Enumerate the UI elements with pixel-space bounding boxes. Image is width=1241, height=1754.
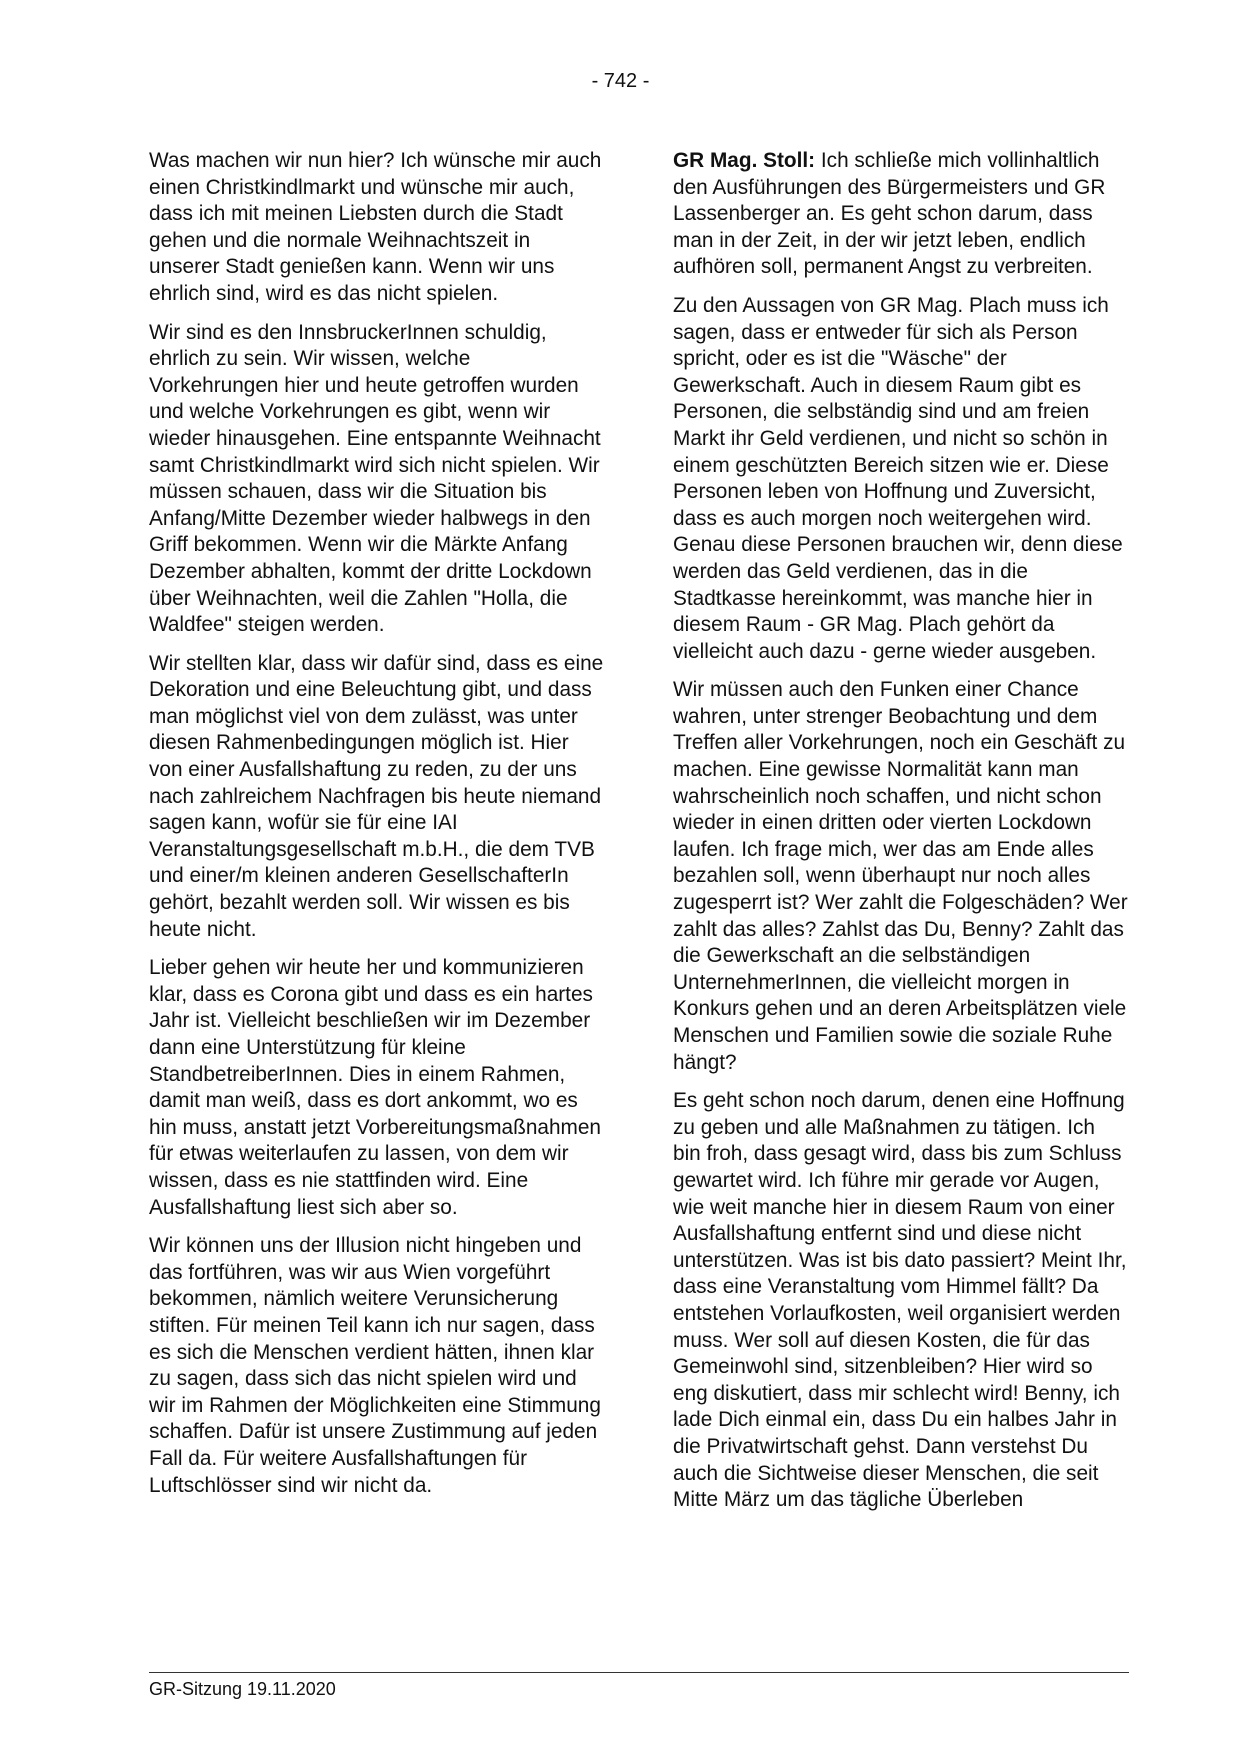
- right-paragraph-4: Es geht schon noch darum, denen eine Hoffnung zu geben und alle Maßnahmen zu tätigen. Ich bin froh, dass gesagt wird, dass bis zum Schluss gewartet wird. Ich führe mir gerade vor Augen, wie weit manche hier in diesem Raum von einer Ausfallshaftung entfernt sind und diese nicht unterstützen. Was ist bis dato passiert? Meint Ihr, dass eine Veranstaltung vom Himmel fällt? Da entstehen Vorlaufkosten, weil organisiert werden muss. Wer soll auf diesen Kosten, die für das Gemeinwohl sind, sitzenbleiben? Hier wird so eng diskutiert, dass mir schlecht wird! Benny, ich lade Dich einmal ein, dass Du ein halbes Jahr in die Privatwirtschaft gehst. Dann verstehst Du auch die Sichtweise dieser Menschen, die seit Mitte März um das tägliche Überleben: [673, 1089, 1127, 1512]
- speaker-statement: Ich schließe mich vollinhaltlich den Ausführungen des Bürgermeisters und GR Lassenberger an. Es geht schon darum, dass man in der Zeit, in der wir jetzt leben, endlich aufhören soll, permanent Angst zu verbreiten.: [673, 149, 1106, 279]
- left-column: [149, 148, 604, 1511]
- footer-session-date: GR-Sitzung 19.11.2020: [149, 1679, 336, 1699]
- footer-divider: [149, 1672, 1129, 1673]
- right-paragraph-3: Wir müssen auch den Funken einer Chance wahren, unter strenger Beobachtung und dem Treffen aller Vorkehrungen, noch ein Geschäft zu machen. Eine gewisse Normalität kann man wahrscheinlich noch schaffen, und nicht schon wieder in einen dritten oder vierten Lockdown laufen. Ich frage mich, wer das am Ende alles bezahlen soll, wenn überhaupt nur noch alles zugesperrt ist? Wer zahlt die Folgeschäden? Wer zahlt das alles? Zahlst das Du, Benny? Zahlt das die Gewerkschaft an die selbständigen UnternehmerInnen, die vielleicht morgen in Konkurs gehen und an deren Arbeitsplätzen viele Menschen und Familien sowie die soziale Ruhe hängt?: [673, 678, 1128, 1074]
- right-paragraph-1: [673, 148, 1128, 281]
- left-paragraph-3: Wir stellten klar, dass wir dafür sind, dass es eine Dekoration und eine Beleuchtung gibt, und dass man möglichst viel von dem zulässt, was unter diesen Rahmenbedingungen möglich ist. Hier von einer Ausfallshaftung zu reden, zu der uns nach zahlreichem Nachfragen bis heute niemand sagen kann, wofür sie für eine IAI Veranstaltungsgesellschaft m.b.H., die dem TVB und einer/m kleinen anderen GesellschafterIn gehört, bezahlt werden soll. Wir wissen es bis heute nicht.: [149, 651, 604, 941]
- left-paragraph-2: Wir sind es den InnsbruckerInnen schuldig, ehrlich zu sein. Wir wissen, welche Vorkehrungen hier und heute getroffen wurden und welche Vorkehrungen es gibt, wenn wir wieder hinausgehen. Eine entspannte Weihnacht samt Christkindlmarkt wird sich nicht spielen. Wir müssen schauen, dass wir die Situation bis Anfang/Mitte Dezember wieder halbwegs in den Griff bekommen. Wenn wir die Märkte Anfang Dezember abhalten, kommt der dritte Lockdown über Weihnachten, weil die Zahlen "Holla, die Waldfee" steigen werden.: [149, 320, 601, 637]
- left-paragraph-4: Lieber gehen wir heute her und kommunizieren klar, dass es Corona gibt und dass es ein hartes Jahr ist. Vielleicht beschließen wir im Dezember dann eine Unterstützung für kleine StandbetreiberInnen. Dies in einem Rahmen, damit man weiß, dass es dort ankommt, wo es hin muss, anstatt jetzt Vorbereitungsmaßnahmen für etwas weiterlaufen zu lassen, von dem wir wissen, dass es nie stattfinden wird. Eine Ausfallshaftung liest sich aber so.: [149, 956, 601, 1219]
- right-column: [673, 148, 1128, 1526]
- left-paragraph-5: Wir können uns der Illusion nicht hingeben und das fortführen, was wir aus Wien vorgeführt bekommen, nämlich weitere Verunsicherung stiften. Für meinen Teil kann ich nur sagen, dass es sich die Menschen verdient hätten, ihnen klar zu sagen, dass sich das nicht spielen wird und wir im Rahmen der Möglichkeiten eine Stimmung schaffen. Dafür ist unsere Zustimmung auf jeden Fall da. Für weitere Ausfallshaftungen für Luftschlösser sind wir nicht da.: [149, 1234, 601, 1497]
- right-paragraph-2: Zu den Aussagen von GR Mag. Plach muss ich sagen, dass er entweder für sich als Person spricht, oder es ist die "Wäsche" der Gewerkschaft. Auch in diesem Raum gibt es Personen, die selbständig sind und am freien Markt ihr Geld verdienen, und nicht so schön in einem geschützten Bereich sitzen wie er. Diese Personen leben von Hoffnung und Zuversicht, dass es auch morgen noch weitergehen wird. Genau diese Personen brauchen wir, denn diese werden das Geld verdienen, das in die Stadtkasse hereinkommt, was manche hier in diesem Raum - GR Mag. Plach gehört da vielleicht auch dazu - gerne wieder ausgeben.: [673, 293, 1123, 663]
- page-number: - 742 -: [591, 70, 650, 92]
- speaker-name: GR Mag. Stoll:: [673, 149, 816, 172]
- left-paragraph-1: Was machen wir nun hier? Ich wünsche mir auch einen Christkindlmarkt und wünsche mir auch, dass ich mit meinen Liebsten durch die Stadt gehen und die normale Weihnachtszeit in unserer Stadt genießen kann. Wenn wir uns ehrlich sind, wird es das nicht spielen.: [149, 149, 602, 305]
